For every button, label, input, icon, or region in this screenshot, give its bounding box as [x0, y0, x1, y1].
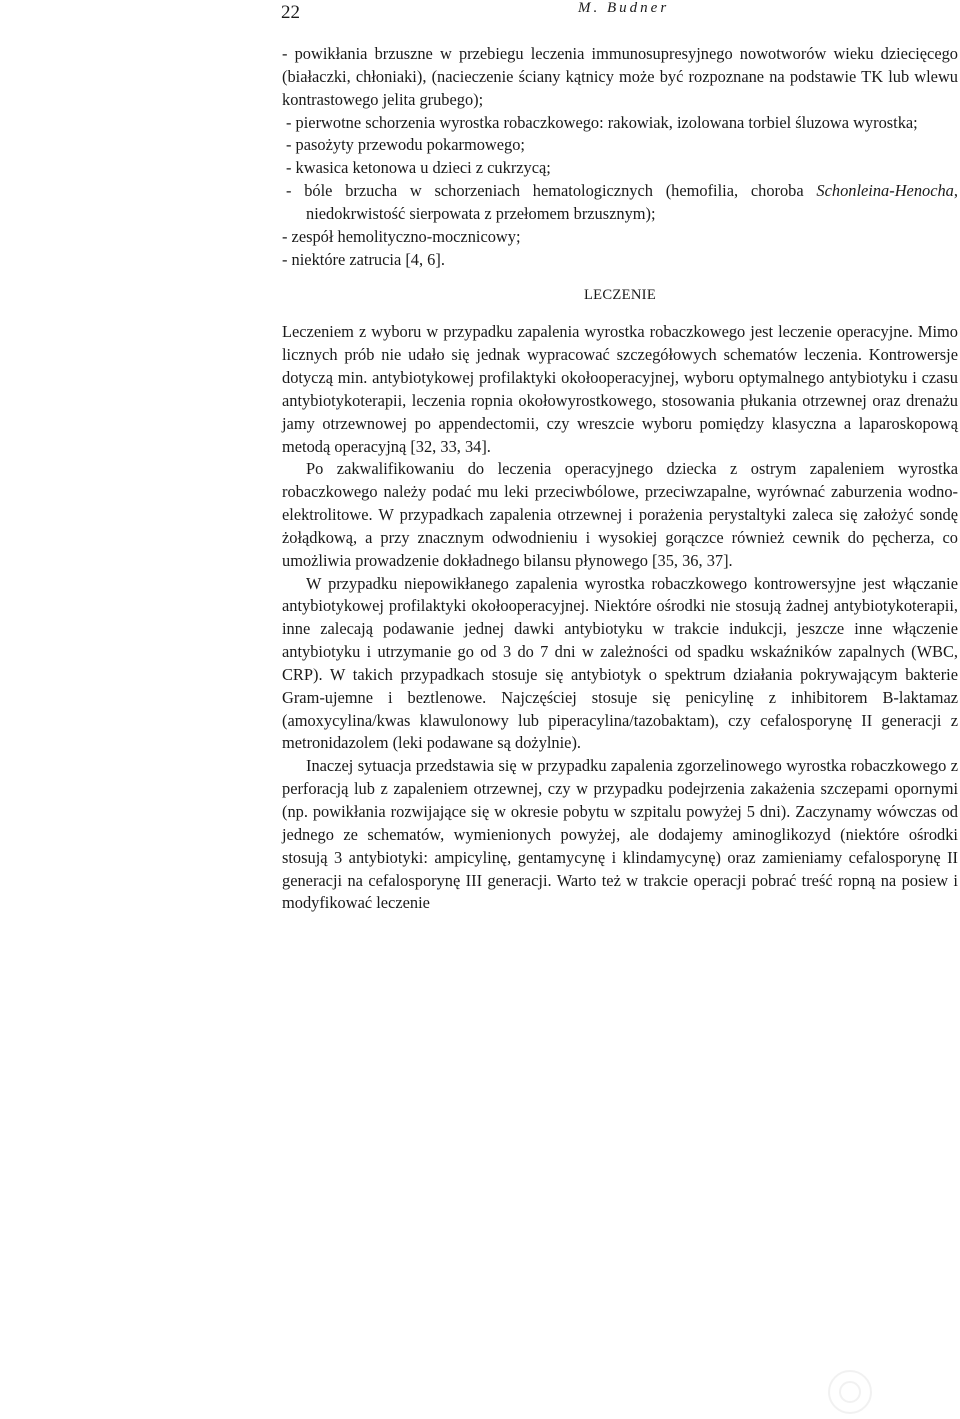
document-body: [282, 43, 958, 915]
list-item-hematologic-text-b: , niedokrwistość sierpowata z przełomem brzusznym);: [306, 181, 958, 223]
paragraph-preoperative: Po zakwalifikowaniu do leczenia operacyjnego dziecka z ostrym zapaleniem wyrostka robaczkowego należy podać mu leki przeciwbólowe, przeciwzapalne, wyrównać zaburzenia wodno-elektrolitowe. W przypadkach zapalenia otrzewnej i porażenia perystaltyki zaleca się założyć sondę żołądkową, a przy znacznym odwodnieniu i wysokiej gorączce również cewnik do pęcherza, co umożliwia prowadzenie dokładnego bilansu płynowego [35, 36, 37].: [282, 459, 958, 570]
list-item-ketoacidosis: - kwasica ketonowa u dzieci z cukrzycą;: [286, 158, 551, 178]
paragraph-complicated: Inaczej sytuacja przedstawia się w przypadku zapalenia zgorzelinowego wyrostka robaczkowego z perforacją lub z zapaleniem otrzewnej, czy w przypadku podejrzenia zakażenia szczepami opornymi (np. powikłania rozwijające się w okresie pobytu w szpitalu powyżej 5 dni). Zaczynamy wówczas od jednego ze schematów, wymienionych powyżej, ale dodajemy aminoglikozyd (niektóre ośrodki stosują 3 antybiotyki: ampicylinę, gentamycynę i klindamycynę) oraz zamieniamy cefalosporynę II generacji na cefalosporynę III generacji. Warto też w trakcie operacji pobrać treść ropną na posiew i modyfikować leczenie: [282, 756, 958, 913]
paragraph-treatment-choice: Leczeniem z wyboru w przypadku zapalenia wyrostka robaczkowego jest leczenie operacyjne. Mimo licznych prób nie udało się jednak wypracować szczegółowych schematów leczenia. Kontrowersje dotyczą min. antybiotykowej profilaktyki okołooperacyjnej, wyboru optymalnego antybiotyku i czasu antybiotykoterapii, leczenia ropnia okołowyrostkowego, stosowania płukania otrzewnej oraz drenażu jamy otrzewnowej po appendectomii, czy wreszcie wyboru pomiędzy klasyczna a laparoskopową metodą operacyjną [32, 33, 34].: [282, 322, 958, 456]
list-item-parasites: - pasożyty przewodu pokarmowego;: [286, 135, 525, 155]
list-item-poisoning: - niektóre zatrucia [4, 6].: [282, 249, 445, 269]
running-header-author: M. Budner: [578, 0, 670, 16]
page-number: 22: [281, 2, 300, 23]
watermark-logo-icon: [828, 1370, 872, 1414]
list-item-complications: - powikłania brzuszne w przebiegu leczenia immunosupresyjnego nowotworów wieku dziecięcego (białaczki, chłoniaki), (nacieczenie ściany kątnicy może być rozpoznane na podstawie TK lub wlewu kontrastowego jelita grubego);: [282, 44, 958, 109]
section-heading: LECZENIE: [583, 287, 657, 304]
paragraph-uncomplicated: W przypadku niepowikłanego zapalenia wyrostka robaczkowego kontrowersyjne jest włączanie antybiotykowej profilaktyki okołooperacyjnej. Niektóre ośrodki nie stosują żadnej antybiotykoterapii, inne zalecają podawanie jednej dawki antybiotyku w trakcie indukcji, jeszcze inne włączenie antybiotyku i utrzymanie go od 3 do 7 dni w zależności od spadku wskaźników zapalnych (WBC, CRP). W takich przypadkach stosuje się antybiotyk o spektrum działania pokrywającym bakterie Gram-ujemne i beztlenowe. Najczęściej stosuje się penicylinę z inhibitorem B-laktamaz (amoxycylina/kwas klawulonowy lub piperacylina/tazobaktam), czy cefalosporynę II generacji z metronidazolem (leki podawane są dożylnie).: [282, 573, 958, 753]
list-item-hemolytic-uremic: - zespół hemolityczno-mocznicowy;: [282, 226, 521, 246]
list-item-hematologic-pain: [282, 180, 958, 226]
list-item-appendix-disease: - pierwotne schorzenia wyrostka robaczkowego: rakowiak, izolowana torbiel śluzowa wyrostka;: [286, 112, 918, 132]
list-item-hematologic-text-a: - bóle brzucha w schorzeniach hematologicznych (hemofilia, choroba: [286, 181, 817, 201]
list-item-hematologic-italic: Schonleina-Henocha: [816, 181, 954, 201]
